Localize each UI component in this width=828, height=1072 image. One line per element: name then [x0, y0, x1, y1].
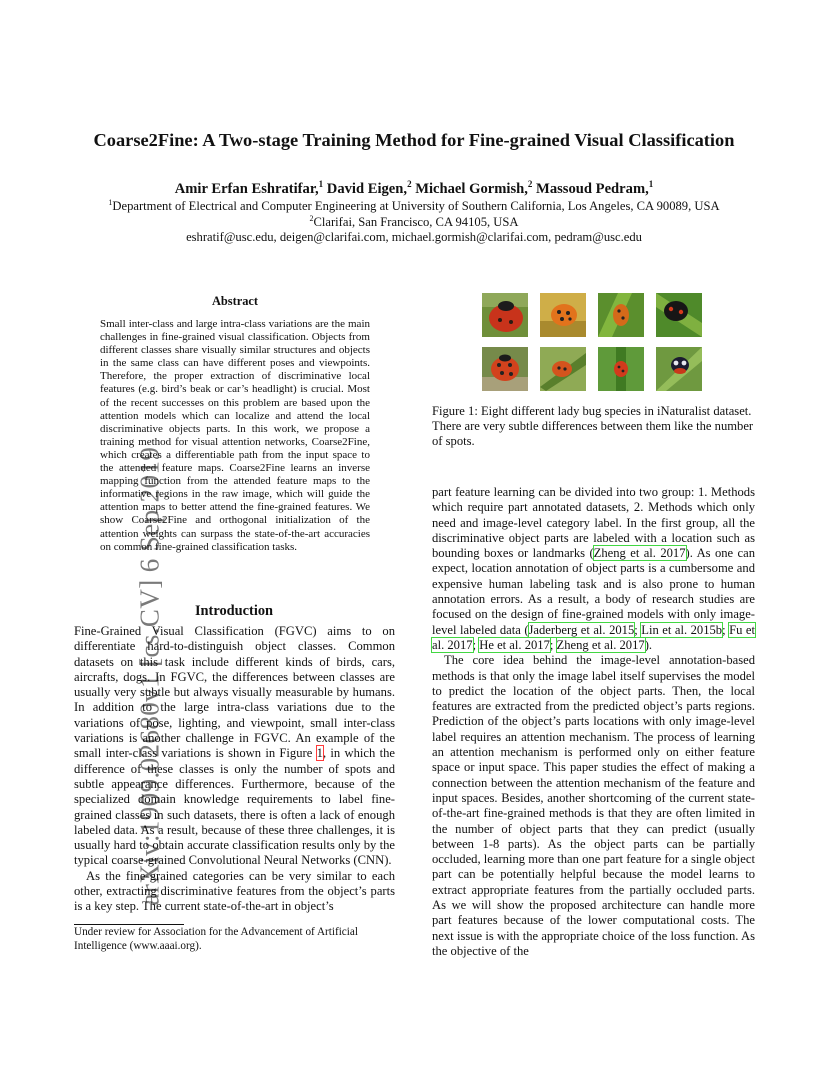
- affiliation-mark: 2: [309, 214, 314, 223]
- paragraph: [74, 624, 395, 869]
- author-name: Michael Gormish,: [411, 180, 528, 197]
- author-emails: eshratif@usc.edu, deigen@clarifai.com, michael.gormish@clarifai.com, pedram@usc.edu: [186, 230, 642, 244]
- ladybug-image-7: [598, 347, 644, 391]
- paragraph-text: , in which the difference of these classes is only the number of spots and subtle appearance differences. Furthermore, because of the specialized domain knowledge requirements to label fine-grained classes in such datasets, there is often a lack of enough labeled data. As a result, because of these three challenges, it is usually hard to obtain accurate classification results only by the typical coarse-grained Convolutional Neural Networks (CNN).: [74, 746, 395, 868]
- citation-link[interactable]: Zheng et al. 2017: [593, 546, 686, 561]
- paragraph-text: ). As one can expect, location annotation of object parts is a cumbersome and expensive human labeling task and is also prone to human annotation errors. As a result, a body of research studies are focused on the design of fine-grained models with only image-level labeled data (: [432, 546, 756, 637]
- citation-link[interactable]: He et al. 2017: [479, 637, 550, 652]
- paragraph: The core idea behind the image-level annotation-based methods is that only the image label itself supervises the model to predict the location of the object parts. Then, the local features are extracted from the predicted object’s parts regions. Prediction of the object’s parts locations with only image-level label requires an attention mechanism. The process of learning an attention mechanism is performed only on either feature space or input space. This paper studies the effect of making a connection between the attention mechanism of the feature and input spaces. Besides, another shortcoming of the current state-of-the-art fine-grained methods is that they are often limited in the number of object parts that they can predict (usually between 1-8 parts). As the object parts can be partially occluded, learning more than one part feature for a single object part can be potentially helpful because the model learns to extract appropriate features from the partially occluded parts. As we will show the proposed architecture can handle more part features because of the lower computational costs. The next issue is with the appropriate choice of the loss function. As the objective of the: [432, 653, 755, 958]
- affiliation-mark: 1: [108, 198, 113, 207]
- citation-separator: ;: [722, 622, 730, 637]
- ladybug-image-1: [482, 293, 528, 337]
- paragraph-text: Fine-Grained Visual Classification (FGVC) aims to on differentiate hard-to-distinguish object classes. Common datasets on this task include different kinds of birds, cars, aircrafts, dogs. In FGVC, the differences between classes are usually very subtle but always visually measurable by humans. In addition to the large intra-class variations due to the variations of pose, lighting, and viewpoint, small inter-class variations is another challenge in FGVC. An example of the small inter-class variations is shown in Figure: [74, 624, 395, 761]
- affiliation-2: [40, 214, 788, 230]
- citation-separator: ;: [549, 637, 557, 652]
- citation-separator: ;: [472, 637, 480, 652]
- abstract-heading: Abstract: [211, 294, 259, 308]
- ladybug-image-3: [598, 293, 644, 337]
- author-affil-mark: 1: [648, 179, 654, 189]
- ladybug-image-5: [482, 347, 528, 391]
- author-list: [40, 179, 788, 198]
- arxiv-identifier: arXiv:1909.02680v1 [cs.CV] 6 Sep 2019: [134, 446, 165, 906]
- citation-link[interactable]: Fu et al. 2017: [432, 622, 756, 652]
- author-name: David Eigen,: [323, 180, 408, 197]
- ladybug-image-6: [540, 347, 586, 391]
- paragraph: [432, 485, 755, 653]
- right-column-body: [432, 485, 755, 959]
- paragraph: As the fine-grained categories can be very similar to each other, extracting discriminative features from the object’s parts is a key step. The current state-of-the-art in object’s: [74, 868, 395, 914]
- paragraph-text: part feature learning can be divided into two group: 1. Methods which require part annotated datasets, 2. Methods which only need and image-level category label. In the first group, all the discriminative object parts are labeled with a location such as bounding boxes or landmarks (: [432, 485, 755, 561]
- paragraph-text: ).: [644, 637, 653, 652]
- figure-caption: Figure 1: Eight different lady bug species in iNaturalist dataset. There are very subtle differences between them like the number of spots.: [432, 404, 754, 449]
- paper-title: Coarse2Fine: A Two-stage Training Method for Fine-grained Visual Classification: [93, 130, 735, 150]
- citation-separator: ;: [634, 622, 642, 637]
- affiliation-1: [40, 198, 788, 214]
- footnote: Under review for Association for the Advancement of Artificial Intelligence (www.aaai.org).: [74, 926, 358, 952]
- author-affil-mark: 2: [407, 179, 412, 189]
- figure-reference-link[interactable]: 1: [316, 746, 323, 761]
- author-name: Amir Erfan Eshratifar,: [174, 180, 319, 197]
- author-affil-mark: 1: [318, 179, 324, 189]
- abstract-text: Small inter-class and large intra-class variations are the main challenges in fine-grained visual classification. Objects from different classes share visually similar structures and objects in the same class can have different poses and viewpoints. Therefore, the proper extraction of discriminative local features (e.g. bird’s beak or car’s headlight) is crucial. Most of the recent successes on this problem are based upon the attention models which can localize and attend the local discriminative objects parts. In this work, we propose a training method for visual attention networks, Coarse2Fine, which creates a differentiable path from the input space to the attended feature maps. Coarse2Fine learns an inverse mapping function from the attended feature maps to the informative regions in the raw image, which will guide the attention maps to better attend the fine-grained features. We show Coarse2Fine and orthogonal initialization of the attention weights can surpass the state-of-the-art accuracies on common fine-grained classification tasks.: [100, 318, 370, 553]
- author-affil-mark: 2: [527, 179, 533, 189]
- affiliation-text: Clarifai, San Francisco, CA 94105, USA: [313, 215, 519, 230]
- ladybug-image-4: [656, 293, 702, 337]
- ladybug-image-2: [540, 293, 586, 337]
- footnote-divider: [74, 924, 184, 925]
- citation-link[interactable]: Zheng et al. 2017: [556, 637, 645, 652]
- ladybug-image-8: [656, 347, 702, 391]
- figure-ladybugs: [482, 293, 702, 393]
- introduction-body: [74, 624, 395, 915]
- author-name: Massoud Pedram,: [532, 180, 649, 197]
- affiliation-text: Department of Electrical and Computer Engineering at University of Southern California, Los Angeles, CA 90089, USA: [112, 199, 720, 214]
- citation-link[interactable]: Jaderberg et al. 2015: [528, 622, 635, 637]
- introduction-heading: Introduction: [194, 603, 274, 619]
- citation-link[interactable]: Lin et al. 2015b: [641, 622, 723, 637]
